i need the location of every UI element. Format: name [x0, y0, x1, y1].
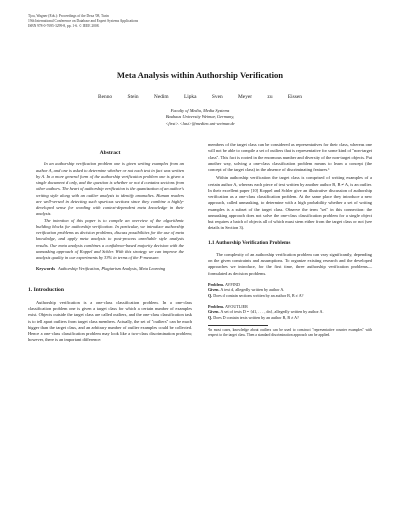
header-line: Tjoa, Wagner (Eds.): Proceedings of the Dexa '08, Turin [28, 14, 109, 18]
abstract-paragraph: In an authorship verification problem one is given writing examples from an author A, and one is asked to determine whether or not each text in fact was written by A. In a more general form of the authorship verification problem one is given a single document d only, and the question is whether or not d contains sections from other authors. The heart of authorship verification is the quantization of an author's writing style along with an outlier analysis to identify anomalies. Human readers are well-versed in detecting such spurious sections since they combine a highly-developed sense for wording with context-dependent meta knowledge in their analysis. [36, 161, 184, 217]
affiliation [0, 108, 400, 127]
footnote-rule [208, 325, 268, 326]
affiliation-email: <first>.<last>@medien.uni-weimar.de [165, 120, 235, 126]
left-column [28, 150, 192, 346]
question-label: Q. [208, 314, 213, 320]
given-text: A set of texts D = {d1, . . . , dn}, allegedly written by author A. [220, 309, 324, 315]
given-text: A text d, allegedly written by author A. [220, 287, 285, 293]
given-label: Given. [208, 309, 220, 315]
header-line: 19th International Conference on Database and Expert Systems Applications [28, 19, 139, 23]
abstract-paragraph: The intention of this paper is to compile an overview of the algorithmic building blocks for authorship verification. In particular, we introduce authorship verification problems as decision problems, discuss possibilities for the use of meta knowledge, and apply meta analysis to post-process unreliable style analysis results. Our meta analysis combines a confidence-based majority decision with the unmasking approach of Koppel and Schler. With this strategy we can improve the analysis quality in our experiments by 33% in terms of the F-measure. [36, 217, 184, 260]
affiliation-line: Faculty of Media, Media Systems [170, 108, 230, 113]
body-paragraph: Within authorship verification the target class is comprised of writing examples of a certain author A, whereas each piece of text written by another author B, B ≠ A, is an outlier. In their excellent paper [10] Koppel and Schler give an illustrative discussion of authorship verification as a one-class classification problem. At the same place they introduce a new approach, called unmasking, to determine with a high probability whether a set of writing examples is a subset of the target class. Observe the term "set" in this connection: the unmasking approach does not solve the one-class classification problem for a single object but requires a batch of objects all of which must stem either from the target class or not (see details in Section 3). [208, 175, 372, 231]
body-paragraph: The complexity of an authorship verification problem can vary significantly, depending on the given constraints and assumptions. To organize existing research and the developed approaches we introduce, for the first time, three authorship verification problems—formulated as decision problems. [208, 251, 372, 276]
author-name: Benno Stein [98, 94, 139, 100]
header-line: ISBN 978-0-7695-3299-8, pp. 1-6. © IEEE 2008. [28, 24, 100, 28]
right-column [208, 142, 372, 338]
body-paragraph: members of the target class can be considered as representatives for their class, whereas one will not be able to compile a set of outliers that is representative for some kind of "non-target class". This fact is rooted in the enormous number and diversity of the non-target objects. Put another way, solving a one-class classification problem means to learn a concept (the concept of the target class) in the absence of discriminating features.¹ [208, 142, 372, 172]
problem-definition-avfind [208, 282, 372, 299]
abstract-heading: Abstract [99, 150, 121, 156]
author-name: Sven Meyer zu Eissen [211, 94, 302, 100]
problem-definition-avoutlier [208, 304, 372, 321]
given-label: Given. [208, 287, 220, 293]
question-text: Does D contain texts written by an author B, B ≠ A? [213, 314, 299, 320]
affiliation-line: Bauhaus University Weimar, Germany, [165, 114, 235, 120]
body-paragraph: Authorship verification is a one-class classification problem. In a one-class classification problem one is given a target class for which a certain number of examples exist. Objects outside the target class are called outliers, and the one-class classification task is to tell apart outliers from target class members. Actually, the set of "outliers" can be much bigger than the target class, and an arbitrary number of outlier examples could be collected. Hence a one-class classification problem may look like a two-class discrimination problem; however, there is an important difference: [28, 299, 192, 343]
author-list [0, 94, 400, 100]
keywords-label: Keywords [36, 266, 56, 272]
abstract-body [28, 161, 192, 261]
paper-title: Meta Analysis within Authorship Verification [116, 70, 284, 80]
keywords-text: Authorship Verification, Plagiarism Analysis, Meta Learning [58, 266, 166, 272]
problem-label: Problem. [208, 303, 224, 309]
problem-name: AVOUTLIER [225, 303, 248, 309]
question-label: Q. [208, 292, 213, 298]
keywords [28, 266, 192, 272]
problem-label: Problem. [208, 281, 224, 287]
question-text: Does d contain sections written by an author B, B ≠ A? [213, 292, 304, 298]
problem-name: AVFIND [225, 281, 240, 287]
author-name: Nedim Lipka [153, 94, 197, 100]
subsection-heading: 1.1 Authorship Verification Problems [208, 239, 291, 246]
publication-header [28, 14, 138, 29]
footnote: ¹In most cases, knowledge about outliers can be used to construct "representative counter examples" with respect to the target class. Then a standard discrimination approach can be applied. [208, 328, 372, 338]
section-heading-introduction: 1. Introduction [28, 286, 64, 293]
